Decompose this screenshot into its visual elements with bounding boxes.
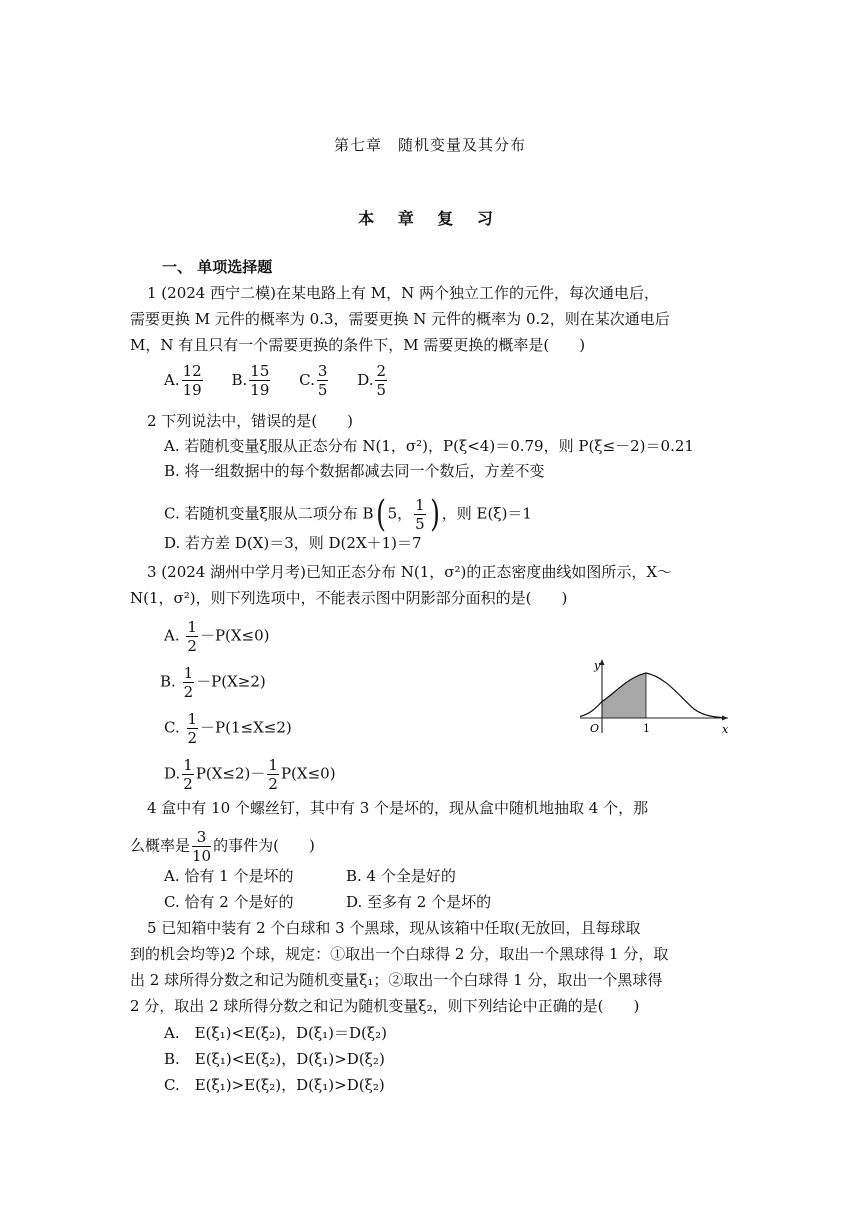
q1-option-c: C. $\frac{3}{5}$: [299, 362, 328, 399]
q1-line3: M，N 有且只有一个需要更换的条件下，M 需要更换的概率是( ): [130, 336, 586, 354]
q2-option-c: C. 若随机变量ξ服从二项分布 B( 5， $\frac{1}{5}$ ) ，则 E(ξ)＝1: [164, 493, 532, 535]
q1-line1: 1 (2024 西宁二模)在某电路上有 M，N 两个独立工作的元件，每次通电后，: [147, 284, 659, 302]
q1-line2: 需要更换 M 元件的概率为 0.3，需要更换 N 元件的概率为 0.2，则在某次通电后: [130, 310, 670, 328]
q5-line3: 出 2 球所得分数之和记为随机变量ξ₁；②取出一个白球得 1 分，取出一个黑球得: [130, 971, 663, 989]
density-curve: [580, 673, 722, 718]
q4-line2: 么概率是 $\frac{3}{10}$ 的事件为( ): [130, 828, 315, 865]
q1-option-a: A. $\frac{12}{19}$: [164, 362, 202, 399]
section-heading: 一、 单项选择题: [162, 258, 273, 276]
q4-option-b: B. 4 个全是好的: [346, 867, 456, 885]
q1-option-b: B. $\frac{15}{19}$: [231, 362, 270, 399]
q2-stem: 2 下列说法中，错误的是( ): [147, 412, 354, 430]
q4-option-d: D. 至多有 2 个是坏的: [346, 893, 492, 911]
q3-option-d: D. $\frac{1}{2}$ P(X≤2)－ $\frac{1}{2}$ P(X≤0): [164, 756, 336, 793]
q4-option-c: C. 恰有 2 个是好的: [164, 893, 294, 911]
q3-line2: N(1，σ²)，则下列选项中，不能表示图中阴影部分面积的是( ): [130, 589, 568, 607]
y-axis-label: y: [594, 659, 601, 672]
shaded-region: [602, 673, 646, 718]
q2-option-b: B. 将一组数据中的每个数据都减去同一个数后，方差不变: [164, 462, 545, 480]
x-axis-label: x: [722, 723, 729, 736]
q4-line1: 4 盒中有 10 个螺丝钉，其中有 3 个是坏的，现从盒中随机地抽取 4 个，那: [147, 799, 649, 817]
q5-option-a: A. E(ξ₁)<E(ξ₂)，D(ξ₁)＝D(ξ₂): [164, 1024, 388, 1042]
tick-label-1: 1: [643, 722, 650, 735]
q1-option-d: D. $\frac{2}{5}$: [357, 362, 387, 399]
q2-option-d: D. 若方差 D(X)＝3，则 D(2X＋1)＝7: [164, 534, 422, 552]
normal-density-figure: [576, 655, 736, 737]
q5-line1: 5 已知箱中装有 2 个白球和 3 个黑球，现从该箱中任取(无放回，且每球取: [147, 919, 641, 937]
q5-option-b: B. E(ξ₁)<E(ξ₂)，D(ξ₁)>D(ξ₂): [164, 1050, 385, 1068]
q1-options: [164, 362, 389, 399]
q5-line4: 2 分，取出 2 球所得分数之和记为随机变量ξ₂，则下列结论中正确的是( ): [130, 997, 640, 1015]
q5-option-c: C. E(ξ₁)>E(ξ₂)，D(ξ₁)>D(ξ₂): [164, 1076, 385, 1094]
origin-label: O: [590, 722, 600, 735]
q3-option-c: C. $\frac{1}{2}$ －P(1≤X≤2): [164, 710, 292, 747]
q2-option-a: A. 若随机变量ξ服从正态分布 N(1，σ²)，P(ξ<4)＝0.79，则 P(ξ≤－2)＝0.21: [164, 437, 694, 455]
chapter-heading: 第七章 随机变量及其分布: [333, 136, 526, 154]
q5-line2: 到的机会均等)2 个球，规定：①取出一个白球得 2 分，取出一个黑球得 1 分，取: [130, 945, 669, 963]
page-title: 本 章 复 习: [358, 209, 502, 228]
q3-option-a: A. $\frac{1}{2}$ －P(X≤0): [164, 618, 270, 655]
q3-line1: 3 (2024 湖州中学月考)已知正态分布 N(1，σ²)的正态密度曲线如图所示，X～: [147, 563, 673, 581]
q4-option-a: A. 恰有 1 个是坏的: [164, 867, 294, 885]
q3-option-b: B. $\frac{1}{2}$ －P(X≥2): [160, 664, 266, 701]
